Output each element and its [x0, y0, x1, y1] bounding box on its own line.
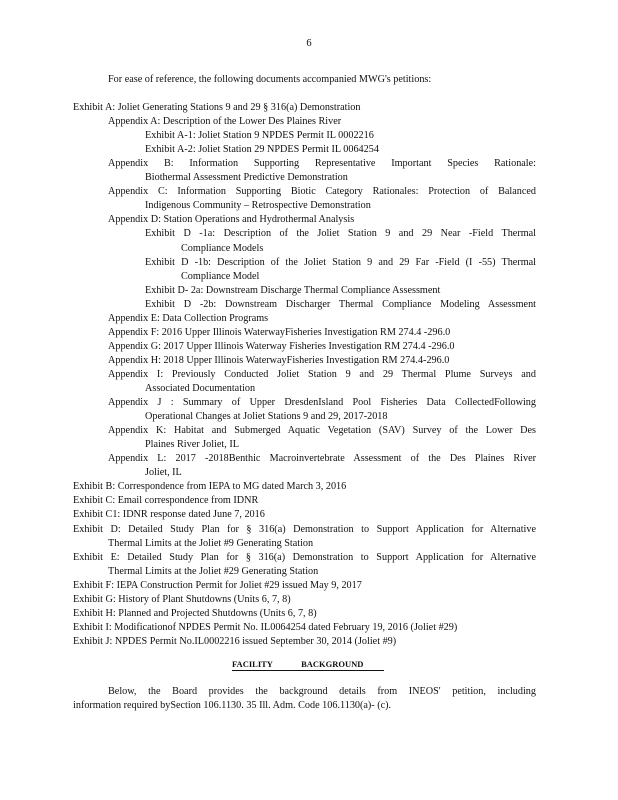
exhibit-list-line: Appendix C: Information Supporting Biotic Category Rationales: Protection of Balanced	[108, 186, 536, 198]
exhibit-list-line: Exhibit A-2: Joliet Station 29 NPDES Permit IL 0064254	[145, 144, 379, 156]
exhibit-list-line: Joliet, IL	[145, 467, 182, 479]
exhibit-list-line: Exhibit J: NPDES Permit No.IL0002216 issued September 30, 2014 (Joliet #9)	[73, 635, 397, 647]
exhibit-list-line: Operational Changes at Joliet Stations 9 and 29, 2017-2018	[145, 411, 388, 423]
exhibit-list-line: Appendix A: Description of the Lower Des Plaines River	[108, 116, 342, 128]
exhibit-list-line: Exhibit I: Modificationof NPDES Permit No. IL0064254 dated February 19, 2016 (Joliet #29)	[73, 621, 458, 633]
exhibit-list-line: Exhibit C: Email correspondence from IDNR	[73, 495, 259, 507]
exhibit-list-line: Exhibit D: Detailed Study Plan for § 316(a) Demonstration to Support Application for Alternative	[73, 523, 536, 535]
exhibit-list-line: Associated Documentation	[145, 383, 256, 394]
exhibit-list-line: Exhibit D -1a: Description of the Joliet Station 9 and 29 Near -Field Thermal	[145, 228, 536, 240]
exhibit-list-line: Exhibit D- 2a: Downstream Discharge Thermal Compliance Assessment	[145, 284, 441, 296]
exhibit-list-line: Appendix B: Information Supporting Representative Important Species Rationale:	[108, 158, 536, 170]
exhibit-list-line: Exhibit F: IEPA Construction Permit for Joliet #29 issued May 9, 2017	[73, 579, 362, 591]
exhibit-list-line: Biothermal Assessment Predictive Demonstration	[145, 172, 348, 184]
closing-paragraph-line-1: Below, the Board provides the background details from INEOS' petition, including	[108, 686, 536, 697]
exhibit-list-line: Appendix I: Previously Conducted Joliet Station 9 and 29 Thermal Plume Surveys and	[108, 368, 536, 380]
exhibit-list-line: Thermal Limits at the Joliet #9 Generating Station	[108, 537, 314, 549]
exhibit-list-line: Compliance Model	[181, 270, 260, 282]
exhibit-list-line: Plaines River Joliet, IL	[145, 439, 239, 451]
exhibit-list-line: Exhibit C1: IDNR response dated June 7, 2016	[73, 509, 265, 521]
exhibit-list-line: Exhibit D -1b: Description of the Joliet Station 9 and 29 Far -Field (I -55) Thermal	[145, 256, 536, 268]
intro-paragraph: For ease of reference, the following documents accompanied MWG's petitions:	[108, 74, 432, 85]
section-heading	[232, 659, 384, 671]
exhibit-list-line: Indigenous Community – Retrospective Demonstration	[145, 200, 371, 212]
page-number: 6	[306, 38, 312, 49]
exhibit-list-line: Thermal Limits at the Joliet #29 Generating Station	[108, 565, 319, 577]
heading-word-facility: FACILITY	[232, 659, 273, 669]
exhibit-list-line: Exhibit H: Planned and Projected Shutdowns (Units 6, 7, 8)	[73, 607, 317, 619]
exhibit-list-line: Appendix G: 2017 Upper Illinois Waterway Fisheries Investigation RM 274.4 -296.0	[108, 340, 455, 352]
exhibit-list-line: Appendix L: 2017 -2018Benthic Macroinvertebrate Assessment of the Des Plaines River	[108, 453, 536, 465]
exhibit-list-line: Exhibit D -2b: Downstream Discharger Thermal Compliance Modeling Assessment	[145, 298, 536, 310]
closing-paragraph-line-2: information required bySection 106.1130. 35 Ill. Adm. Code 106.1130(a)- (c).	[73, 700, 392, 711]
exhibit-list-line: Exhibit A: Joliet Generating Stations 9 and 29 § 316(a) Demonstration	[73, 102, 361, 113]
exhibit-list-line: Exhibit E: Detailed Study Plan for § 316(a) Demonstration to Support Application for Alternative	[73, 551, 536, 563]
exhibit-list-line: Appendix E: Data Collection Programs	[108, 312, 269, 324]
exhibit-list-line: Appendix F: 2016 Upper Illinois WaterwayFisheries Investigation RM 274.4 -296.0	[108, 326, 451, 338]
heading-word-background: BACKGROUND	[301, 659, 364, 669]
exhibit-list-line: Appendix D: Station Operations and Hydrothermal Analysis	[108, 214, 355, 226]
exhibit-list-line: Compliance Models	[181, 242, 264, 254]
exhibit-list-line: Exhibit G: History of Plant Shutdowns (Units 6, 7, 8)	[73, 593, 291, 605]
exhibit-list-line: Appendix H: 2018 Upper Illinois WaterwayFisheries Investigation RM 274.4-296.0	[108, 354, 450, 366]
exhibit-list-line: Exhibit A-1: Joliet Station 9 NPDES Permit IL 0002216	[145, 130, 374, 142]
exhibit-list-line: Exhibit B: Correspondence from IEPA to MG dated March 3, 2016	[73, 481, 347, 493]
exhibit-list-line: Appendix J : Summary of Upper DresdenIsland Pool Fisheries Data CollectedFollowing	[108, 397, 536, 409]
exhibit-list-line: Appendix K: Habitat and Submerged Aquatic Vegetation (SAV) Survey of the Lower Des	[108, 425, 536, 437]
